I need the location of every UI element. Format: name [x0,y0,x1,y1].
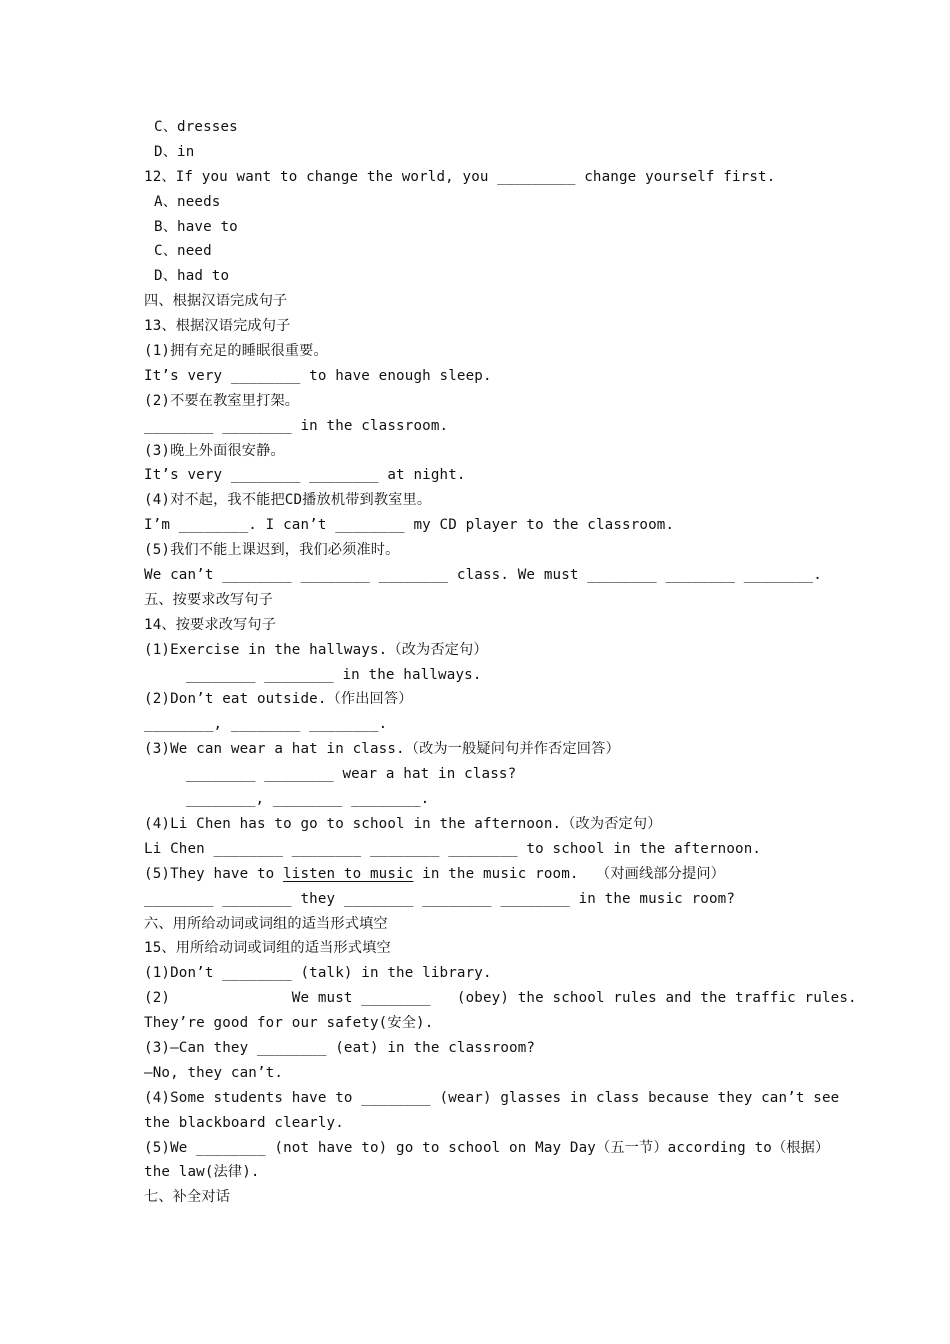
underlined-phrase: listen to music [283,865,414,882]
text-line: (4)Some students have to ________ (wear) glasses in class because they can’t see [144,1089,840,1106]
text-line: (2)Don’t eat outside.（作出回答） [144,691,413,708]
text-line: 12、If you want to change the world, you _________ change yourself first. [144,168,776,185]
text-line: (1)Exercise in the hallways.（改为否定句） [144,641,488,658]
text-line: Li Chen ________ ________ ________ ________ to school in the afternoon. [144,840,762,857]
text-fragment: (5)They have to [144,865,284,882]
text-line: 14、按要求改写句子 [144,616,277,633]
text-line: (2) We must ________ (obey) the school rules and the traffic rules. [144,990,857,1007]
text-fragment: in the music room. （对画线部分提问） [413,865,726,882]
text-line: We can’t ________ ________ ________ class. We must ________ ________ ________. [144,567,822,584]
document-page [144,115,857,1210]
text-line: (3)晚上外面很安静。 [144,442,285,459]
text-line: 五、按要求改写句子 [144,591,274,608]
text-line: A、needs [154,193,221,210]
text-line: (5)We ________ (not have to) go to school on May Day（五一节）according to（根据） [144,1139,830,1156]
text-line: (3)—Can they ________ (eat) in the classroom? [144,1039,536,1056]
text-line: ________, ________ ________. [144,716,388,733]
text-line: 15、用所给动词或词组的适当形式填空 [144,940,391,957]
text-line: the law(法律). [144,1164,260,1181]
text-line: (3)We can wear a hat in class.（改为一般疑问句并作否定回答） [144,741,620,758]
text-line: ________ ________ in the classroom. [144,417,449,434]
text-line: D、in [154,143,195,160]
text-line: (1)拥有充足的睡眠很重要。 [144,343,328,360]
text-line: —No, they can’t. [144,1064,284,1081]
text-line: ________, ________ ________. [186,791,430,808]
text-line: 13、根据汉语完成句子 [144,318,291,335]
text-line: C、need [154,243,212,260]
text-line: B、have to [154,218,238,235]
text-line: ________ ________ in the hallways. [186,666,482,683]
text-line: (1)Don’t ________ (talk) in the library. [144,965,492,982]
text-line: 七、补全对话 [144,1189,231,1206]
text-line [144,862,844,887]
text-line: the blackboard clearly. [144,1114,344,1131]
text-line: 六、用所给动词或词组的适当形式填空 [144,915,388,932]
text-line: D、had to [154,268,230,285]
text-line: They’re good for our safety(安全). [144,1015,434,1032]
text-line: C、dresses [154,119,238,135]
text-line: ________ ________ they ________ ________ ________ in the music room? [144,890,736,907]
text-line: (5)我们不能上课迟到，我们必须准时。 [144,542,400,559]
text-line: 四、根据汉语完成句子 [144,293,288,310]
text-line: I’m ________. I can’t ________ my CD player to the classroom. [144,517,675,534]
text-line: It’s very ________ ________ at night. [144,467,466,484]
text-line: (4)Li Chen has to go to school in the afternoon.（改为否定句） [144,815,662,832]
text-line: (2)不要在教室里打架。 [144,392,300,409]
text-line: ________ ________ wear a hat in class? [186,766,517,783]
text-line: (4)对不起，我不能把CD播放机带到教室里。 [144,492,432,509]
text-line: It’s very ________ to have enough sleep. [144,367,492,384]
